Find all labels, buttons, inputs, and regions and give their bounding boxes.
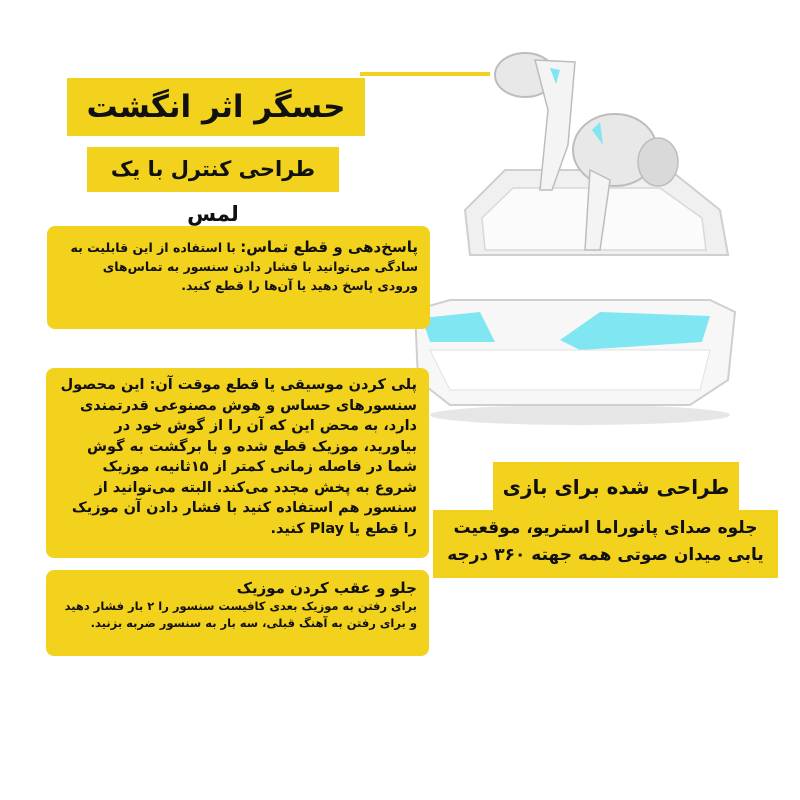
fingerprint-sensor-title: حسگر اثر انگشت — [67, 78, 365, 136]
play-pause-text: پلی کردن موسیقی یا قطع موقت آن: این محصول سنسورهای حساس و هوش مصنوعی قدرتمندی دارد، به محض این که آن را از گوش خود در بیاورید، موزیک قطع شده و با برگشت به گوش شما در فاصله زمانی کمتر از ۱۵ثانیه، موزیک شروع به پخش مجدد می‌کند. البته می‌توانید از سنسور هم استفاده کنید با فشار دادن آن موزیک را قطع یا Play کنید. — [60, 377, 417, 537]
track-navigation-panel — [46, 570, 429, 656]
surround-sound-text: جلوه صدای پانوراما استریو، موقعیت یابی میدان صوتی همه جهته ۳۶۰ درجه — [433, 510, 778, 578]
track-navigation-text: برای رفتن به موزیک بعدی کافیست سنسور را ۲ بار فشار دهید و برای رفتن به آهنگ قبلی، سه بار به سنسور ضربه بزنید. — [64, 599, 417, 630]
earbuds-case-image — [410, 50, 740, 430]
one-touch-control-subtitle: طراحی کنترل با یک لمس — [87, 147, 339, 192]
answer-call-heading: پاسخ‌دهی و قطع تماس: — [240, 238, 418, 256]
gaming-design-title: طراحی شده برای بازی — [493, 462, 739, 512]
answer-call-text: با استفاده از این قابلیت به سادگی می‌توانید با فشار دادن سنسور به تماس‌های ورودی پاسخ دهید یا آن‌ها را قطع کنید. — [70, 240, 418, 293]
answer-call-panel — [47, 226, 430, 329]
track-navigation-heading: جلو و عقب کردن موزیک — [236, 579, 417, 597]
play-pause-panel — [46, 368, 429, 558]
